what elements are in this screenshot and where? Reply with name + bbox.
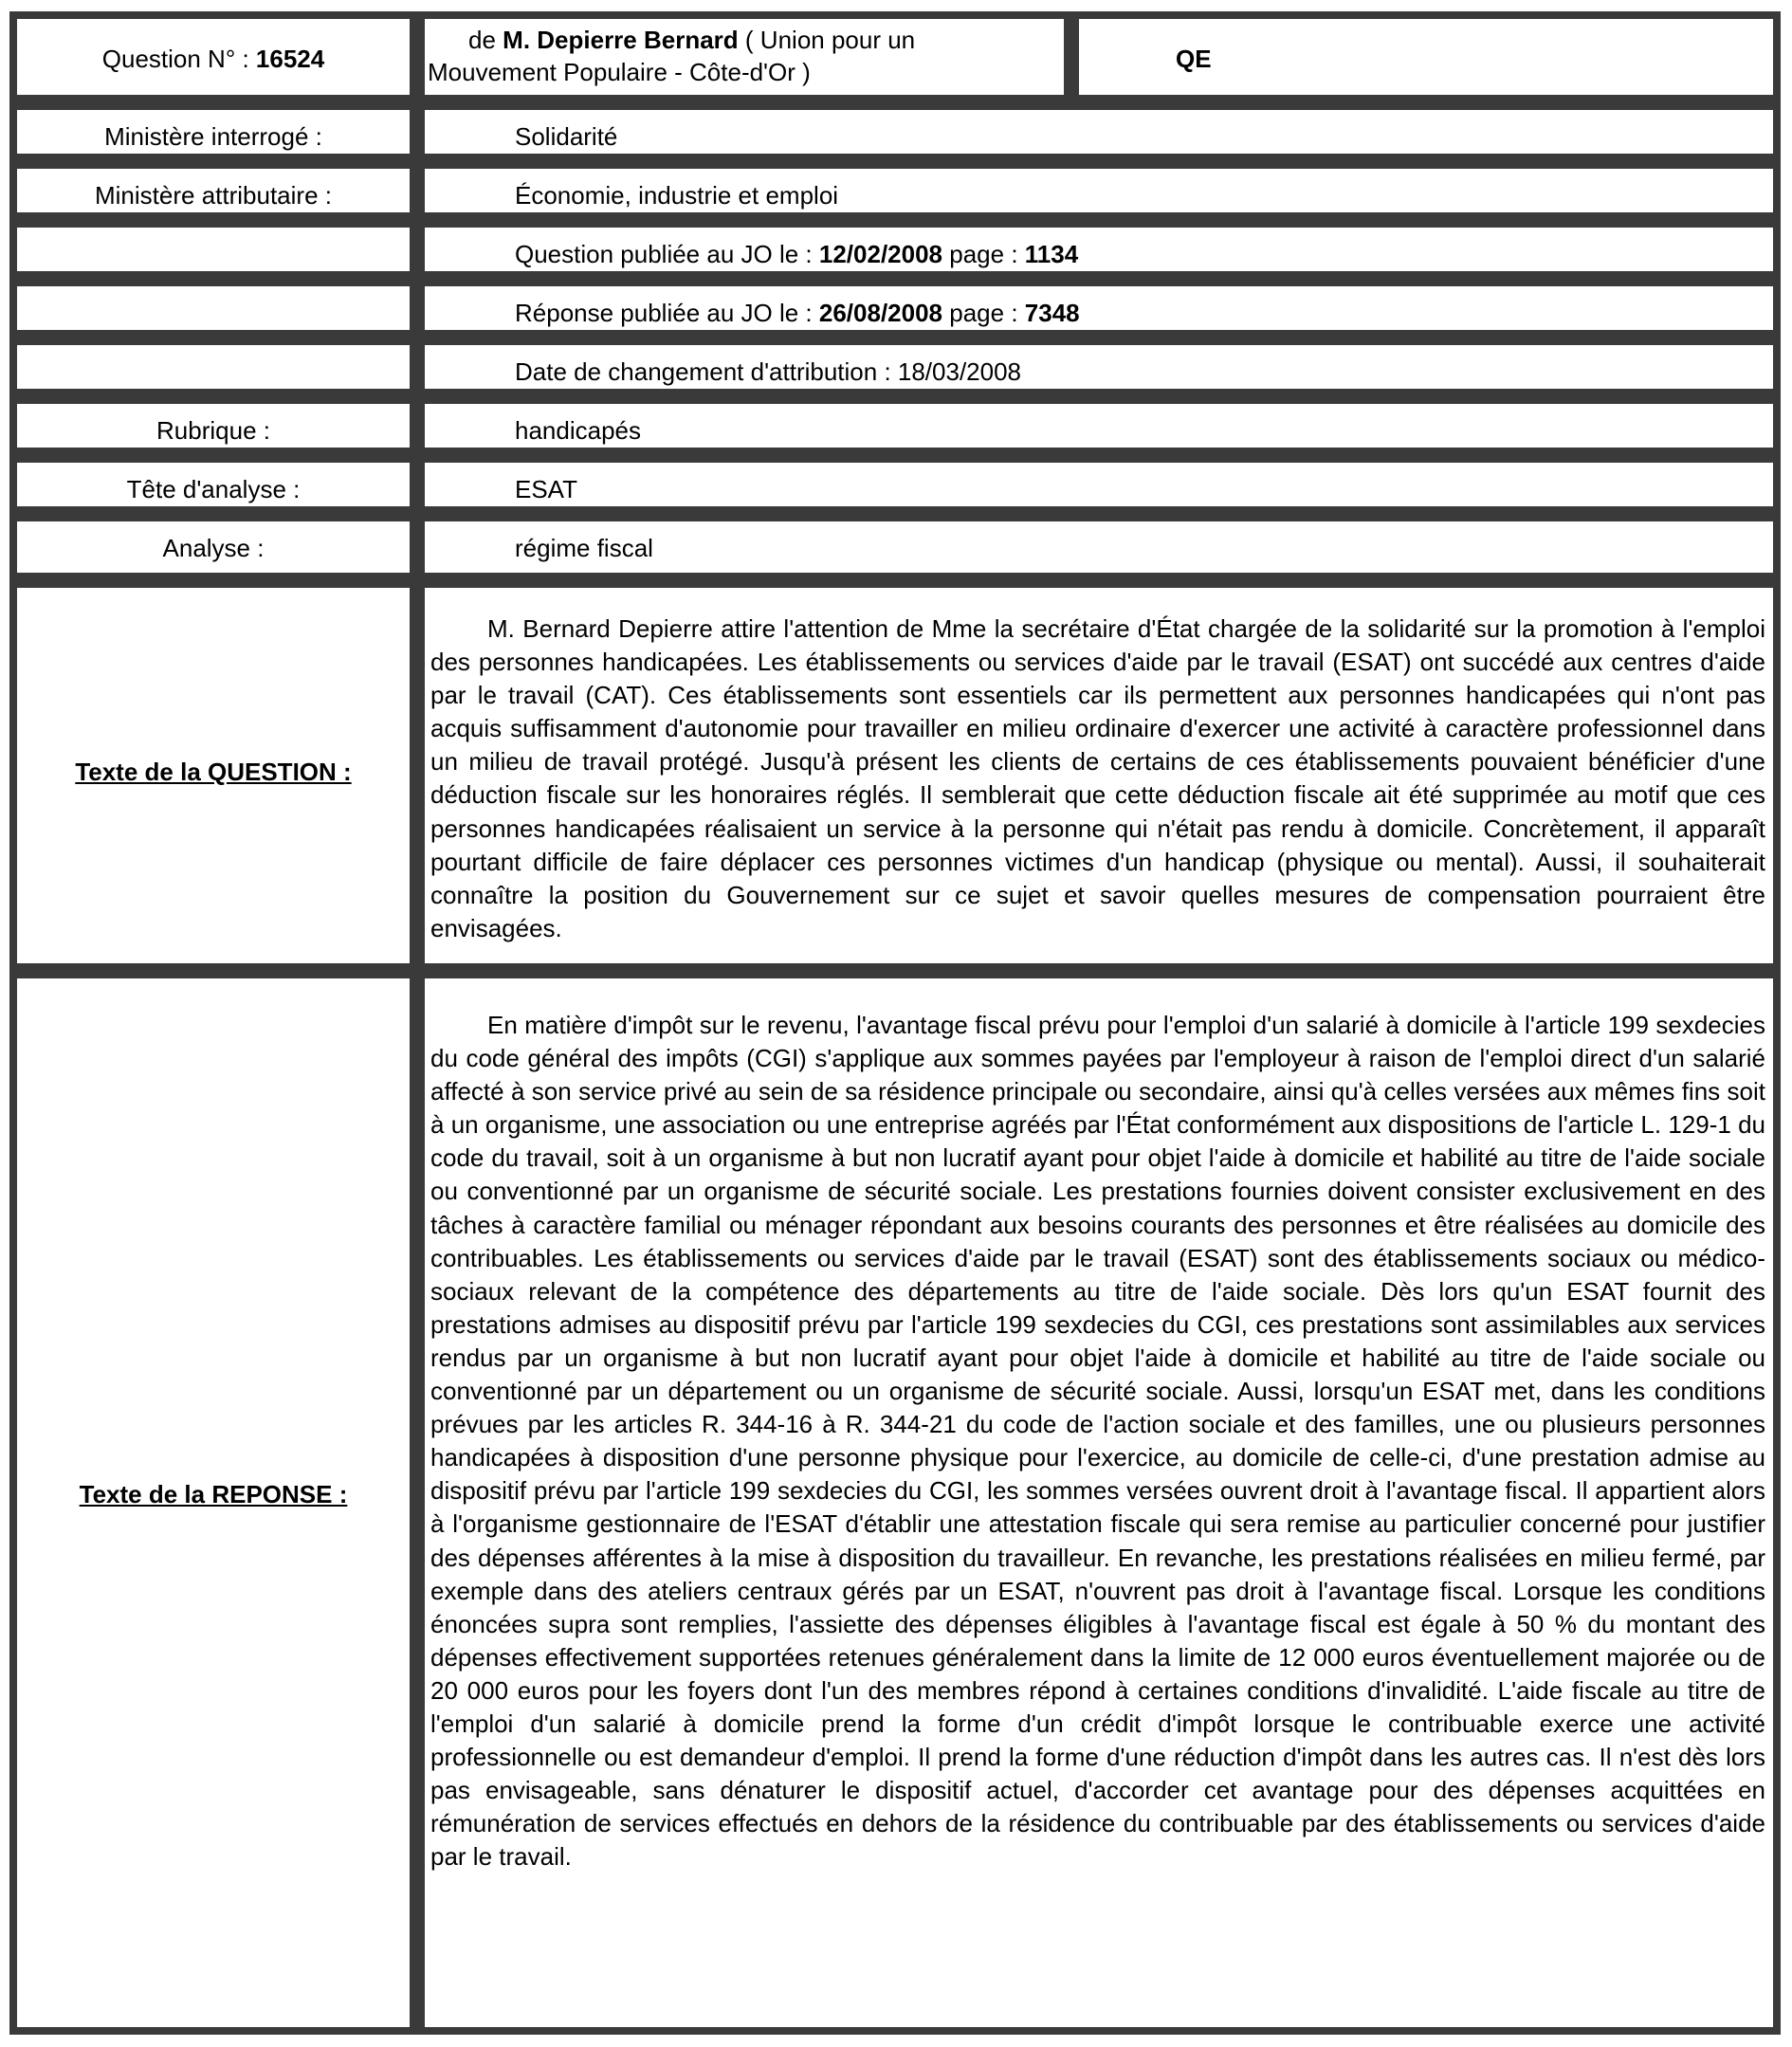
row-changement-attribution [0,338,1792,396]
label-cell [9,580,417,971]
question-publiee-page-label: page : [949,240,1018,268]
ministere-interroge-label: Ministère interrogé : [104,122,322,151]
value-cell [417,102,1781,161]
value-cell [417,279,1781,338]
label-cell [9,279,417,338]
reponse-publiee-page-label: page : [949,299,1018,327]
analyse-label: Analyse : [162,534,265,562]
question-publiee-value [515,239,1078,269]
question-number-value: 16524 [255,45,325,73]
row-ministere-attributaire [0,161,1792,220]
question-number-cell [9,11,417,102]
reponse-publiee-value [515,298,1080,328]
value-cell [417,971,1781,2035]
row-question-publiee [0,220,1792,279]
author-prefix: de [468,26,496,54]
reponse-text-label: Texte de la REPONSE : [79,1480,348,1508]
ministere-attributaire-value: Économie, industrie et emploi [515,181,839,210]
label-cell [9,514,417,580]
author-group-line-2: Mouvement Populaire - Côte-d'Or ) [428,58,811,86]
tete-analyse-value: ESAT [515,475,577,503]
label-cell [9,102,417,161]
ministere-attributaire-label: Ministère attributaire : [95,181,332,210]
label-cell [9,220,417,279]
author-cell [417,11,1071,102]
row-reponse-publiee [0,279,1792,338]
row-tete-analyse [0,455,1792,514]
value-cell [417,161,1781,220]
reponse-publiee-prefix: Réponse publiée au JO le : [515,299,813,327]
question-text-body: M. Bernard Depierre attire l'attention de Mme la secrétaire d'État chargée de la solidarité sur la promotion à l'emploi des personnes handicapées. Les établissements ou services d'aide par le travail (ESAT) ont succédé aux centres d'aide par le travail (CAT). Ces établissements sont essentiels car ils permettent aux personnes handicapées qui n'ont pas acquis suffisamment d'autonomie pour travailler en milieu ordinaire d'exercer une activité à caractère professionnel dans un milieu de travail protégé. Jusqu'à présent les clients de certains de ces établissements pouvaient bénéficier d'une déduction fiscale sur les honoraires réglés. Il semblerait que cette déduction fiscale ait été supprimée au motif que ces personnes handicapées réalisaient un service à la personne qui n'était pas rendu à domicile. Concrètement, il apparaît pourtant difficile de faire déplacer ces personnes victimes d'un handicap (physique ou mental). Aussi, il souhaiterait connaître la position du Gouvernement sur ce sujet et savoir quelles mesures de compensation pourraient être envisagées. [430,614,1765,942]
analyse-value: régime fiscal [515,534,653,562]
tete-analyse-label: Tête d'analyse : [126,475,301,503]
value-cell [417,338,1781,396]
question-number-label: Question N° : [101,45,249,73]
author-name: M. Depierre Bernard [503,26,739,54]
row-reponse-text [0,971,1792,2035]
reponse-text-body: En matière d'impôt sur le revenu, l'avantage fiscal prévu pour l'emploi d'un salarié à domicile à l'article 199 sexdecies du code général des impôts (CGI) s'applique aux sommes payées par l'employeur à raison de l'emploi direct d'un salarié affecté à son service privé au sein de sa résidence principale ou secondaire, ainsi qu'à celles versées aux mêmes fins soit à un organisme, une association ou une entreprise agréés par l'État conformément aux dispositions de l'article L. 129-1 du code du travail, soit à un organisme à but non lucratif ayant pour objet l'aide à domicile et habilité au titre de l'aide sociale ou conventionné par un organisme de sécurité sociale. Les prestations fournies doivent consister exclusivement en des tâches à caractère familial ou ménager répondant aux besoins courants des personnes et être réalisées au domicile des contribuables. Les établissements ou services d'aide par le travail (ESAT) sont des établissements sociaux ou médico-sociaux relevant de la compétence des départements au titre de l'aide sociale. Dès lors qu'un ESAT fournit des prestations admises au dispositif prévu par l'article 199 sexdecies du CGI, ces prestations sont assimilables aux services rendus par un organisme à but non lucratif ayant pour objet l'aide à domicile et habilité au titre de l'aide sociale ou conventionné par un département ou un organisme de sécurité sociale. Aussi, lorsqu'un ESAT met, dans les conditions prévues par les articles R. 344-16 à R. 344-21 du code de l'action sociale et des familles, une ou plusieurs personnes handicapées à disposition d'une personne physique pour l'exercice, au domicile de celle-ci, d'une prestation admise au dispositif prévu par l'article 199 sexdecies du CGI, les sommes versées ouvrent droit à l'avantage fiscal. Il appartient alors à l'organisme gestionnaire de l'ESAT d'établir une attestation fiscale qui sera remise au particulier concerné pour justifier des dépenses afférentes à la mise à disposition du travailleur. En revanche, les prestations réalisées en milieu fermé, par exemple dans des ateliers centraux gérés par un ESAT, n'ouvrent pas droit à l'avantage fiscal. Lorsque les conditions énoncées supra sont remplies, l'assiette des dépenses éligibles à l'avantage fiscal est égale à 50 % du montant des dépenses effectivement supportées retenues généralement dans la limite de 12 000 euros éventuellement majorée ou de 20 000 euros pour les foyers dont l'un des membres répond à certaines conditions d'invalidité. L'aide fiscale au titre de l'emploi d'un salarié à domicile prend la forme d'un crédit d'impôt lorsque le contribuable exerce une activité professionnelle ou est demandeur d'emploi. Il prend la forme d'une réduction d'impôt dans les autres cas. Il n'est dès lors pas envisageable, sans dénaturer le dispositif actuel, d'accorder cet avantage pour des dépenses acquittées en rémunération de services effectués en dehors de la résidence du contribuable par des établissements ou services d'aide par le travail. [430,1011,1765,1872]
label-cell [9,971,417,2035]
label-cell [9,161,417,220]
label-cell [9,455,417,514]
rubrique-label: Rubrique : [156,416,270,445]
row-question-text [0,580,1792,971]
value-cell [417,455,1781,514]
header-row [0,11,1792,102]
changement-attribution-value: Date de changement d'attribution : 18/03/2008 [515,357,1022,386]
type-cell [1071,11,1781,102]
question-text-label: Texte de la QUESTION : [75,758,352,786]
row-rubrique [0,396,1792,455]
reponse-publiee-date: 26/08/2008 [818,299,943,327]
ministere-interroge-value: Solidarité [515,122,618,151]
question-publiee-date: 12/02/2008 [818,240,943,268]
reponse-text [430,1009,1765,1873]
value-cell [417,580,1781,971]
question-publiee-page: 1134 [1024,240,1079,268]
label-cell [9,338,417,396]
label-cell [9,396,417,455]
question-number [17,44,410,74]
value-cell [417,396,1781,455]
question-text [430,612,1765,945]
value-cell [417,220,1781,279]
question-type: QE [1176,45,1212,73]
value-cell [417,514,1781,580]
author-line-1 [468,25,915,55]
question-publiee-prefix: Question publiée au JO le : [515,240,813,268]
rubrique-value: handicapés [515,416,641,445]
row-ministere-interroge [0,102,1792,161]
row-analyse [0,514,1792,580]
author-group-line-1: ( Union pour un [744,26,916,54]
reponse-publiee-page: 7348 [1024,299,1080,327]
